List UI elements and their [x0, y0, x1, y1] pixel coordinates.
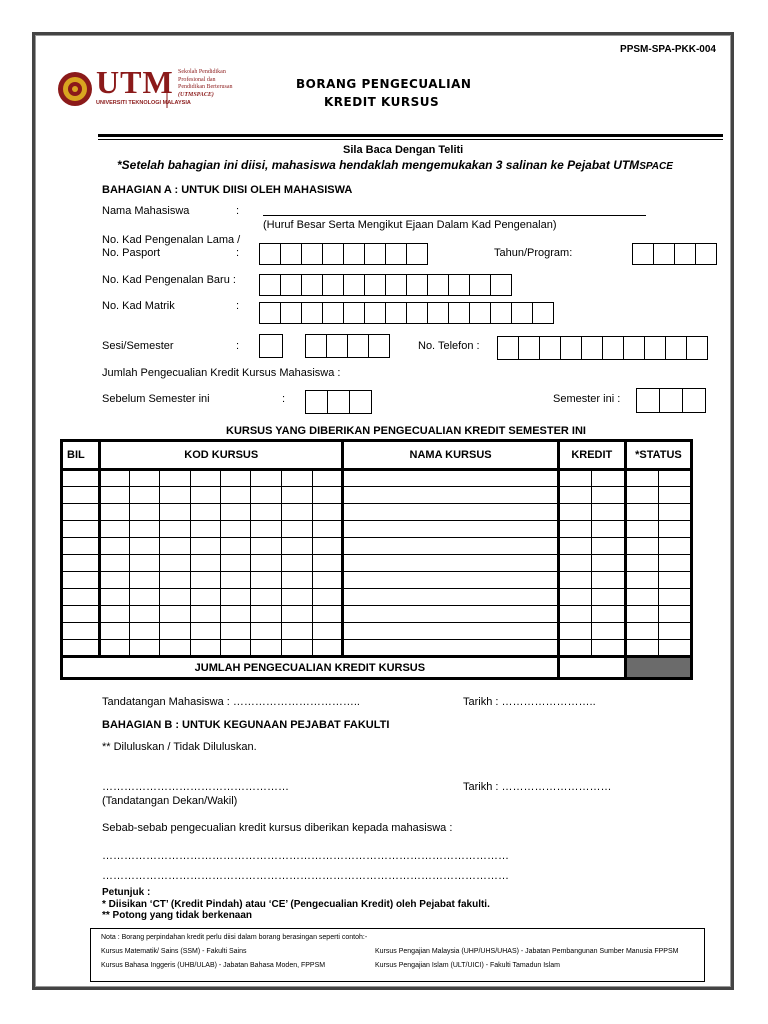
document-code: PPSM-SPA-PKK-004	[620, 44, 716, 55]
session-input[interactable]	[259, 334, 283, 358]
name-hint: (Huruf Besar Serta Mengikut Ejaan Dalam Kad Pengenalan)	[263, 219, 557, 231]
colon: :	[236, 340, 240, 352]
course-table	[60, 439, 693, 680]
table-row[interactable]	[62, 589, 692, 606]
note-item: Kursus Bahasa Inggeris (UHB/ULAB) - Jabatan Bahasa Moden, FPPSM	[101, 962, 326, 969]
reason-line[interactable]: …………………………………………………………………………………………………	[102, 850, 509, 862]
student-name-label: Nama Mahasiswa	[102, 205, 190, 217]
before-semester-label: Sebelum Semester ini	[102, 393, 210, 405]
phone-label: No. Telefon :	[418, 340, 480, 352]
student-date-line[interactable]: Tarikh : ……………………..	[463, 696, 596, 708]
year-program-input[interactable]	[632, 243, 717, 265]
old-ic-input[interactable]	[259, 243, 428, 265]
new-ic-label: No. Kad Pengenalan Baru :	[102, 274, 236, 286]
section-a-heading: BAHAGIAN A : UNTUK DIISI OLEH MAHASISWA	[102, 184, 353, 196]
this-semester-label: Semester ini :	[553, 393, 621, 405]
table-row[interactable]	[62, 555, 692, 572]
utm-wordmark: UTM	[96, 64, 174, 100]
note-box	[90, 928, 705, 982]
this-semester-input[interactable]	[636, 388, 706, 413]
total-exemption-label: Jumlah Pengecualian Kredit Kursus Mahasiswa :	[102, 367, 341, 379]
colon: :	[236, 205, 240, 217]
reasons-label: Sebab-sebab pengecualian kredit kursus diberikan kepada mahasiswa :	[102, 822, 453, 834]
form-title-line1: BORANG PENGECUALIAN	[296, 77, 472, 91]
header-divider-thin	[98, 139, 723, 140]
reason-line[interactable]: …………………………………………………………………………………………………	[102, 870, 509, 882]
guide-line-2: ** Potong yang tidak berkenaan	[102, 910, 253, 921]
old-ic-label: No. Kad Pengenalan Lama / No. Pasport	[102, 234, 241, 259]
table-row[interactable]	[62, 606, 692, 623]
total-label: JUMLAH PENGECUALIAN KREDIT KURSUS	[62, 657, 559, 679]
student-name-field[interactable]	[263, 215, 646, 216]
total-credit-cell[interactable]	[558, 657, 625, 679]
table-row[interactable]	[62, 470, 692, 487]
table-row[interactable]	[62, 521, 692, 538]
col-kod-kursus: KOD KURSUS	[100, 441, 343, 470]
phone-input[interactable]	[497, 336, 708, 360]
table-row[interactable]	[62, 487, 692, 504]
dean-signature-line[interactable]: ……………………………………………	[102, 781, 289, 793]
dean-date-line[interactable]: Tarikh : …………………………	[463, 781, 612, 793]
before-semester-input[interactable]	[305, 390, 372, 414]
total-status-shaded	[625, 657, 691, 679]
note-intro: Nota : Borang perpindahan kredit perlu diisi dalam borang berasingan seperti contoh:-	[101, 934, 368, 941]
new-ic-input[interactable]	[259, 274, 512, 296]
total-row	[62, 657, 692, 679]
colon: :	[236, 300, 240, 312]
section-b-heading: BAHAGIAN B : UNTUK KEGUNAAN PEJABAT FAKULTI	[102, 719, 390, 731]
table-row[interactable]	[62, 538, 692, 555]
col-status: *STATUS	[625, 441, 691, 470]
submission-instruction: *Setelah bahagian ini diisi, mahasiswa hendaklah mengemukakan 3 salinan ke Pejabat UTMSPACE	[117, 158, 673, 172]
guide-line-1: * Diisikan ‘CT’ (Kredit Pindah) atau ‘CE’ (Pengecualian Kredit) oleh Pejabat fakulti.	[102, 899, 490, 910]
dean-signature-label: (Tandatangan Dekan/Wakil)	[102, 795, 238, 807]
utmspace-tagline: Sekolah Pendidikan Profesional dan Pendidikan Berterusan (UTMSPACE)	[178, 69, 233, 98]
utm-logo	[58, 66, 258, 112]
table-row[interactable]	[62, 623, 692, 640]
table-row[interactable]	[62, 640, 692, 657]
col-bil: BIL	[62, 441, 100, 470]
approval-status: ** Diluluskan / Tidak Diluluskan.	[102, 741, 257, 753]
note-item: Kursus Pengajian Malaysia (UHP/UHS/UHAS) - Jabatan Pembangunan Sumber Manusia FPPSM	[375, 948, 679, 955]
matric-input[interactable]	[259, 302, 554, 324]
table-row[interactable]	[62, 504, 692, 521]
matric-label: No. Kad Matrik	[102, 300, 175, 312]
colon: :	[282, 393, 286, 405]
table-caption: KURSUS YANG DIBERIKAN PENGECUALIAN KREDIT SEMESTER INI	[226, 425, 586, 437]
col-kredit: KREDIT	[558, 441, 625, 470]
colon: :	[236, 247, 240, 259]
year-program-label: Tahun/Program:	[494, 247, 573, 259]
table-row[interactable]	[62, 572, 692, 589]
form-title-line2: KREDIT KURSUS	[324, 95, 440, 109]
note-item: Kursus Matematik/ Sains (SSM) - Fakulti Sains	[101, 948, 247, 955]
note-item: Kursus Pengajian Islam (ULT/UICI) - Fakulti Tamadun Islam	[375, 962, 560, 969]
header-divider	[98, 134, 723, 137]
guide-title: Petunjuk :	[102, 887, 151, 898]
table-header-row	[62, 441, 692, 470]
student-signature-line[interactable]: Tandatangan Mahasiswa : ……………………………..	[102, 696, 360, 708]
session-label: Sesi/Semester	[102, 340, 174, 352]
university-name: UNIVERSITI TEKNOLOGI MALAYSIA	[96, 100, 191, 106]
semester-input[interactable]	[305, 334, 390, 358]
col-nama-kursus: NAMA KURSUS	[343, 441, 558, 470]
read-carefully-note: Sila Baca Dengan Teliti	[343, 144, 464, 156]
